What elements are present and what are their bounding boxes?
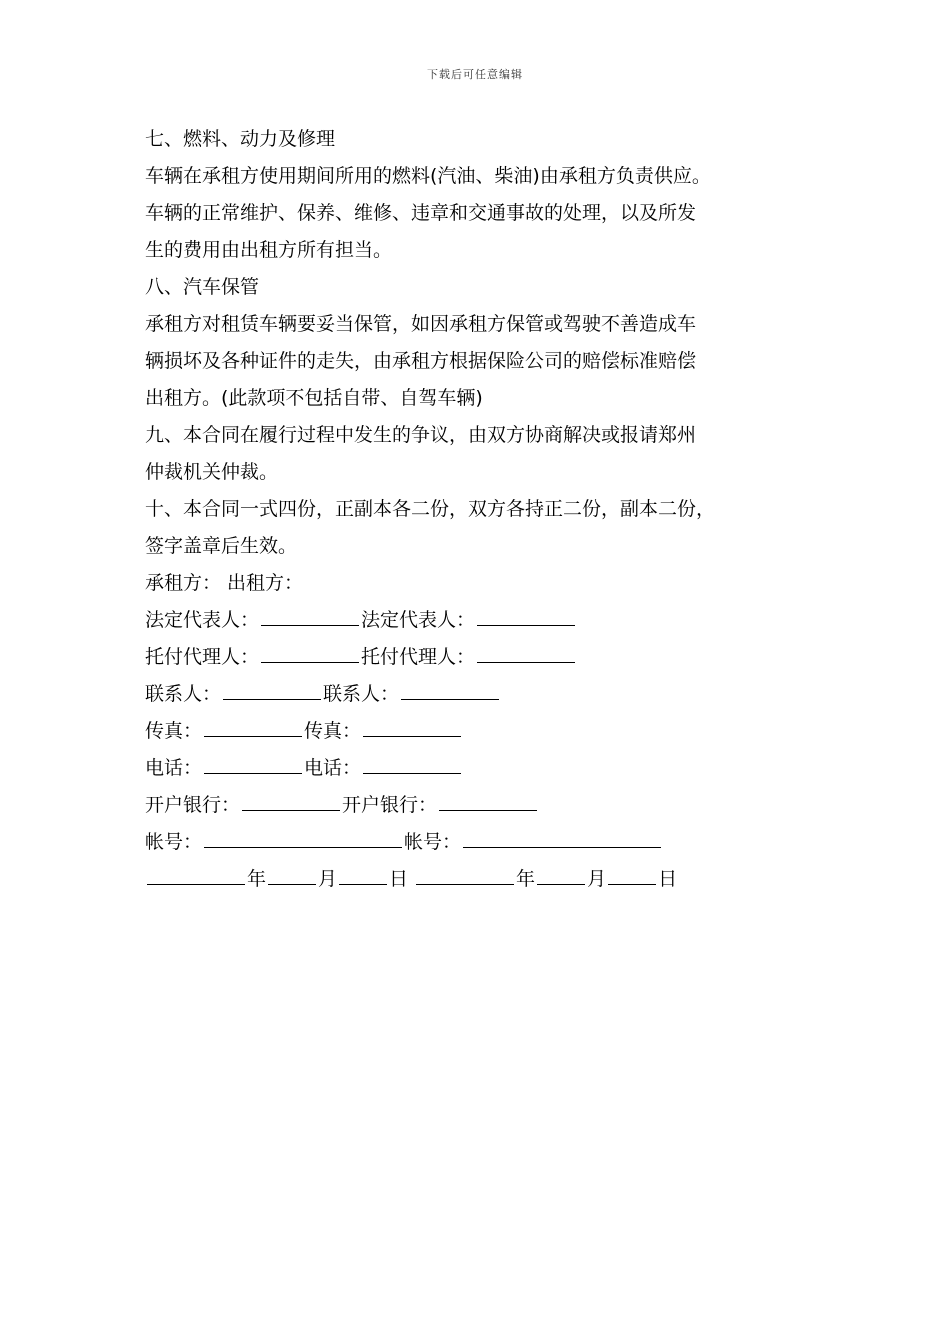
year-label-lessee: 年	[247, 868, 267, 890]
document-body	[145, 121, 835, 898]
month-label-lessee: 月	[318, 868, 338, 890]
section-7-title: 七、燃料、动力及修理	[145, 128, 336, 150]
signature-legal-rep-row	[145, 602, 835, 639]
section-8-paragraph-line-3: 出租方。(此款项不包括自带、自驾车辆)	[145, 387, 483, 409]
contact-label-lessor: 联系人：	[323, 683, 400, 705]
year-blank-lessor	[416, 864, 514, 885]
fax-blank-lessee	[204, 716, 302, 737]
fax-label-lessee: 传真：	[145, 720, 203, 742]
section-7-paragraph-1: 车辆在承租方使用期间所用的燃料(汽油、柴油)由承租方负责供应。	[145, 165, 711, 187]
signature-bank-row	[145, 787, 835, 824]
account-blank-lessor	[463, 827, 661, 848]
fax-label-lessor: 传真：	[304, 720, 362, 742]
section-7-paragraph-2-line-2: 生的费用由出租方所有担当。	[145, 239, 393, 261]
year-blank-lessee	[147, 864, 245, 885]
section-8-paragraph-line-2: 辆损坏及各种证件的走失，由承租方根据保险公司的赔偿标准赔偿	[145, 350, 697, 372]
day-label-lessor: 日	[658, 868, 678, 890]
section-10-line-1: 十、本合同一式四份，正副本各二份，双方各持正二份，副本二份，	[145, 498, 716, 520]
section-7-paragraph-2-line-1: 车辆的正常维护、保养、维修、违章和交通事故的处理，以及所发	[145, 202, 697, 224]
bank-label-lessor: 开户银行：	[342, 794, 438, 816]
phone-label-lessee: 电话：	[145, 757, 203, 779]
month-label-lessor: 月	[587, 868, 607, 890]
bank-blank-lessor	[439, 790, 537, 811]
section-9-line-2: 仲裁机关仲裁。	[145, 461, 279, 483]
year-label-lessor: 年	[516, 868, 536, 890]
legal-rep-blank-lessor	[477, 605, 575, 626]
month-blank-lessee	[268, 864, 316, 885]
section-10-line-2: 签字盖章后生效。	[145, 535, 298, 557]
phone-label-lessor: 电话：	[304, 757, 362, 779]
agent-blank-lessee	[261, 642, 359, 663]
signature-parties: 承租方： 出租方：	[145, 572, 304, 594]
legal-rep-blank-lessee	[261, 605, 359, 626]
month-blank-lessor	[537, 864, 585, 885]
agent-blank-lessor	[477, 642, 575, 663]
contact-blank-lessee	[223, 679, 321, 700]
day-blank-lessee	[339, 864, 387, 885]
section-8-paragraph-line-1: 承租方对租赁车辆要妥当保管，如因承租方保管或驾驶不善造成车	[145, 313, 697, 335]
phone-blank-lessor	[363, 753, 461, 774]
section-8-title: 八、汽车保管	[145, 276, 260, 298]
agent-label-lessee: 托付代理人：	[145, 646, 260, 668]
account-label-lessor: 帐号：	[404, 831, 462, 853]
bank-label-lessee: 开户银行：	[145, 794, 241, 816]
contact-blank-lessor	[401, 679, 499, 700]
signature-agent-row	[145, 639, 835, 676]
legal-rep-label-lessor: 法定代表人：	[361, 609, 476, 631]
signature-contact-row	[145, 676, 835, 713]
fax-blank-lessor	[363, 716, 461, 737]
account-blank-lessee	[204, 827, 402, 848]
contact-label-lessee: 联系人：	[145, 683, 222, 705]
day-blank-lessor	[608, 864, 656, 885]
signature-phone-row	[145, 750, 835, 787]
section-9-line-1: 九、本合同在履行过程中发生的争议，由双方协商解决或报请郑州	[145, 424, 697, 446]
header-note: 下载后可任意编辑	[427, 68, 523, 81]
signature-account-row	[145, 824, 835, 861]
signature-fax-row	[145, 713, 835, 750]
legal-rep-label-lessee: 法定代表人：	[145, 609, 260, 631]
bank-blank-lessee	[242, 790, 340, 811]
agent-label-lessor: 托付代理人：	[361, 646, 476, 668]
account-label-lessee: 帐号：	[145, 831, 203, 853]
phone-blank-lessee	[204, 753, 302, 774]
day-label-lessee: 日	[389, 868, 409, 890]
signature-date-row	[145, 861, 835, 898]
